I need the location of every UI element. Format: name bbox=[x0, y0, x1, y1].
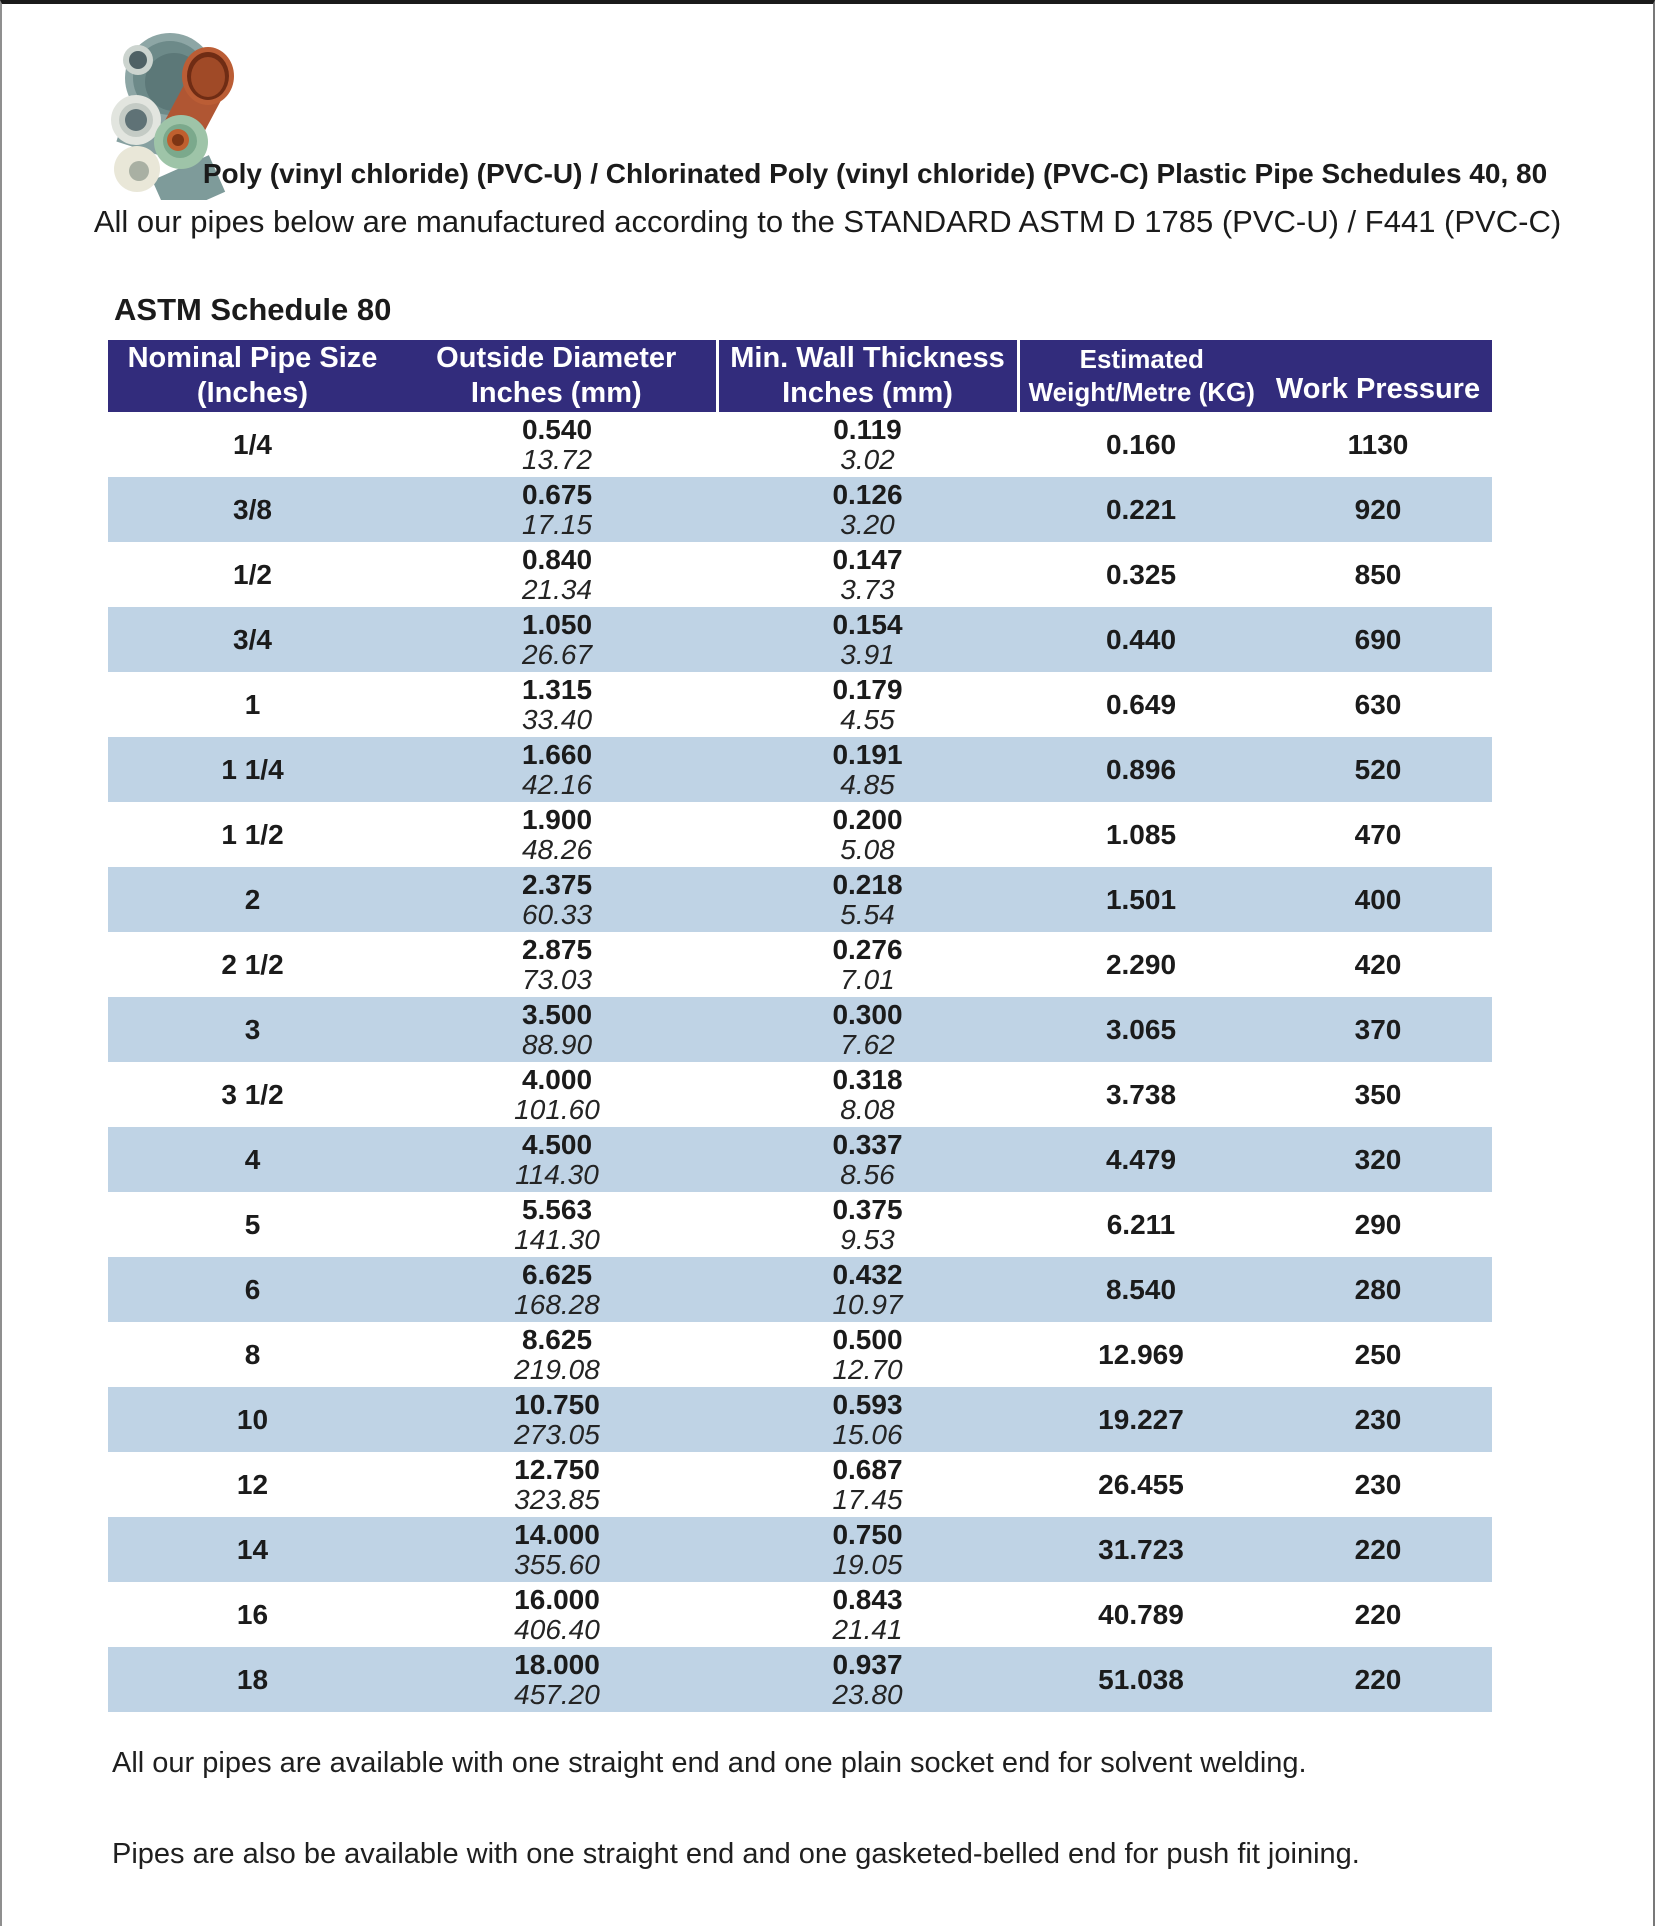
outside-diameter-cell: 2.875 73.03 bbox=[521, 933, 593, 995]
work-pressure-cell: 630 bbox=[1354, 688, 1402, 720]
outside-diameter-cell: 4.500 114.30 bbox=[397, 1127, 717, 1192]
table-row bbox=[108, 1517, 1492, 1582]
outside-diameter-cell: 0.840 21.34 bbox=[521, 543, 593, 605]
outside-diameter-cell: 18.000 457.20 bbox=[397, 1647, 717, 1712]
table-row bbox=[108, 542, 1492, 607]
outside-diameter-cell: 1.900 48.26 bbox=[521, 803, 593, 865]
table-row bbox=[108, 412, 1492, 477]
weight-cell: 51.038 bbox=[1018, 1647, 1264, 1712]
pipe-size-cell: 1 1/2 bbox=[221, 818, 284, 850]
work-pressure-cell: 370 bbox=[1264, 997, 1492, 1062]
pipe-size-cell: 5 bbox=[244, 1208, 261, 1240]
col-header-estimated-weight bbox=[1018, 340, 1264, 412]
weight-cell: 2.290 bbox=[1105, 948, 1177, 980]
weight-cell: 6.211 bbox=[1106, 1208, 1176, 1240]
weight-cell: 0.160 bbox=[1105, 428, 1177, 460]
outside-diameter-cell: 1.660 42.16 bbox=[397, 737, 717, 802]
col-header-line: Nominal Pipe Size bbox=[127, 342, 378, 374]
table-row bbox=[108, 737, 1492, 802]
table-row bbox=[108, 1192, 1492, 1257]
wall-thickness-cell: 0.937 23.80 bbox=[717, 1647, 1018, 1712]
outside-diameter-cell: 8.625 219.08 bbox=[514, 1323, 600, 1385]
pipe-size-cell: 14 bbox=[108, 1517, 397, 1582]
wall-thickness-cell: 0.337 8.56 bbox=[717, 1127, 1018, 1192]
wall-thickness-cell: 0.593 15.06 bbox=[717, 1387, 1018, 1452]
table-row bbox=[108, 1322, 1492, 1387]
work-pressure-cell: 250 bbox=[1354, 1338, 1402, 1370]
pipe-size-cell: 3/8 bbox=[108, 477, 397, 542]
weight-cell: 0.440 bbox=[1018, 607, 1264, 672]
wall-thickness-cell: 0.318 8.08 bbox=[832, 1063, 903, 1125]
col-header-nominal-pipe-size bbox=[108, 340, 397, 412]
table-row bbox=[108, 802, 1492, 867]
outside-diameter-cell: 6.625 168.28 bbox=[397, 1257, 717, 1322]
note-push-fit-joining: Pipes are also be available with one straight end and one gasketed-belled end for push fit joining. bbox=[112, 1838, 1360, 1870]
weight-cell: 26.455 bbox=[1098, 1468, 1184, 1500]
pipe-size-cell: 1/2 bbox=[233, 558, 272, 590]
work-pressure-cell: 690 bbox=[1264, 607, 1492, 672]
col-header-work-pressure bbox=[1264, 340, 1492, 412]
pipe-size-cell: 3/4 bbox=[108, 607, 397, 672]
work-pressure-cell: 470 bbox=[1354, 818, 1402, 850]
col-header-line: Min. Wall Thickness bbox=[730, 342, 1005, 374]
wall-thickness-cell: 0.154 3.91 bbox=[717, 607, 1018, 672]
wall-thickness-cell: 0.687 17.45 bbox=[832, 1453, 903, 1515]
pipe-size-cell: 1 1/4 bbox=[108, 737, 397, 802]
outside-diameter-cell: 16.000 406.40 bbox=[514, 1583, 600, 1645]
pipe-size-cell: 10 bbox=[108, 1387, 397, 1452]
work-pressure-cell: 420 bbox=[1354, 948, 1402, 980]
work-pressure-cell: 850 bbox=[1354, 558, 1402, 590]
table-row bbox=[108, 997, 1492, 1062]
work-pressure-cell: 220 bbox=[1354, 1598, 1402, 1630]
outside-diameter-cell: 3.500 88.90 bbox=[397, 997, 717, 1062]
weight-cell: 4.479 bbox=[1018, 1127, 1264, 1192]
work-pressure-cell: 520 bbox=[1264, 737, 1492, 802]
table-row bbox=[108, 1127, 1492, 1192]
col-header-line: Inches (mm) bbox=[470, 377, 642, 409]
table-row bbox=[108, 672, 1492, 737]
wall-thickness-cell: 0.119 3.02 bbox=[833, 413, 902, 475]
work-pressure-cell: 230 bbox=[1354, 1468, 1402, 1500]
pipe-size-cell: 4 bbox=[108, 1127, 397, 1192]
work-pressure-cell: 280 bbox=[1264, 1257, 1492, 1322]
table-row bbox=[108, 867, 1492, 932]
weight-cell: 3.065 bbox=[1018, 997, 1264, 1062]
wall-thickness-cell: 0.276 7.01 bbox=[832, 933, 903, 995]
wall-thickness-cell: 0.218 5.54 bbox=[717, 867, 1018, 932]
pipe-size-cell: 2 1/2 bbox=[221, 948, 284, 980]
pipe-size-cell: 6 bbox=[108, 1257, 397, 1322]
wall-thickness-cell: 0.750 19.05 bbox=[717, 1517, 1018, 1582]
wall-thickness-cell: 0.300 7.62 bbox=[717, 997, 1018, 1062]
work-pressure-cell: 1130 bbox=[1347, 428, 1409, 460]
pipe-size-cell: 3 bbox=[108, 997, 397, 1062]
header-row bbox=[108, 340, 1492, 412]
table-row bbox=[108, 477, 1492, 542]
page-title: Poly (vinyl chloride) (PVC-U) / Chlorinated Poly (vinyl chloride) (PVC-C) Plastic Pipe Schedules 40, 80 bbox=[202, 158, 1548, 189]
weight-cell: 40.789 bbox=[1098, 1598, 1184, 1630]
outside-diameter-cell: 5.563 141.30 bbox=[514, 1193, 600, 1255]
weight-cell: 8.540 bbox=[1018, 1257, 1264, 1322]
weight-cell: 12.969 bbox=[1098, 1338, 1184, 1370]
wall-thickness-cell: 0.375 9.53 bbox=[832, 1193, 903, 1255]
col-header-line: Inches (mm) bbox=[782, 377, 953, 409]
work-pressure-cell: 230 bbox=[1264, 1387, 1492, 1452]
outside-diameter-cell: 1.050 26.67 bbox=[397, 607, 717, 672]
work-pressure-cell: 290 bbox=[1354, 1208, 1402, 1240]
pipe-size-cell: 3 1/2 bbox=[221, 1078, 284, 1110]
weight-cell: 3.738 bbox=[1105, 1078, 1177, 1110]
outside-diameter-cell: 0.540 13.72 bbox=[521, 413, 593, 475]
pipe-size-cell: 16 bbox=[236, 1598, 269, 1630]
work-pressure-cell: 350 bbox=[1354, 1078, 1402, 1110]
outside-diameter-cell: 10.750 273.05 bbox=[397, 1387, 717, 1452]
table-body bbox=[108, 412, 1492, 1712]
pipe-size-cell: 12 bbox=[236, 1468, 269, 1500]
section-heading: ASTM Schedule 80 bbox=[114, 292, 392, 327]
weight-cell: 31.723 bbox=[1018, 1517, 1264, 1582]
pipe-size-cell: 1 bbox=[244, 688, 261, 720]
outside-diameter-cell: 2.375 60.33 bbox=[397, 867, 717, 932]
table-row bbox=[108, 1387, 1492, 1452]
table-row bbox=[108, 1257, 1492, 1322]
weight-cell: 1.085 bbox=[1105, 818, 1177, 850]
outside-diameter-cell: 4.000 101.60 bbox=[514, 1063, 600, 1125]
work-pressure-cell: 400 bbox=[1264, 867, 1492, 932]
note-solvent-welding: All our pipes are available with one straight end and one plain socket end for solvent welding. bbox=[112, 1747, 1307, 1779]
page-subtitle: All our pipes below are manufactured according to the STANDARD ASTM D 1785 (PVC-U) / F441 (PVC-C) bbox=[93, 204, 1562, 239]
table-row bbox=[108, 1582, 1492, 1647]
wall-thickness-cell: 0.843 21.41 bbox=[832, 1583, 903, 1645]
table-header bbox=[108, 340, 1492, 412]
col-header-line: (Inches) bbox=[196, 377, 309, 409]
wall-thickness-cell: 0.191 4.85 bbox=[717, 737, 1018, 802]
weight-cell: 19.227 bbox=[1018, 1387, 1264, 1452]
outside-diameter-cell: 12.750 323.85 bbox=[514, 1453, 600, 1515]
wall-thickness-cell: 0.432 10.97 bbox=[717, 1257, 1018, 1322]
weight-cell: 0.649 bbox=[1105, 688, 1177, 720]
work-pressure-cell: 220 bbox=[1264, 1517, 1492, 1582]
col-header-line: Outside Diameter bbox=[436, 342, 677, 374]
col-header-line: Work Pressure bbox=[1275, 373, 1481, 405]
wall-thickness-cell: 0.179 4.55 bbox=[832, 673, 903, 735]
pipe-size-cell: 1/4 bbox=[233, 428, 272, 460]
pipe-size-cell: 2 bbox=[108, 867, 397, 932]
weight-cell: 0.325 bbox=[1105, 558, 1177, 590]
table-row bbox=[108, 932, 1492, 997]
weight-cell: 1.501 bbox=[1018, 867, 1264, 932]
col-header-line: Weight/Metre (KG) bbox=[1028, 377, 1255, 407]
table-row bbox=[108, 1062, 1492, 1127]
pipe-size-cell: 18 bbox=[108, 1647, 397, 1712]
wall-thickness-cell: 0.126 3.20 bbox=[717, 477, 1018, 542]
work-pressure-cell: 220 bbox=[1264, 1647, 1492, 1712]
col-header-line: Estimated bbox=[1079, 344, 1204, 374]
table-row bbox=[108, 607, 1492, 672]
weight-cell: 0.221 bbox=[1018, 477, 1264, 542]
table-row bbox=[108, 1452, 1492, 1517]
col-header-wall-thickness bbox=[717, 340, 1018, 412]
outside-diameter-cell: 0.675 17.15 bbox=[397, 477, 717, 542]
pipe-size-cell: 8 bbox=[244, 1338, 261, 1370]
col-header-outside-diameter bbox=[397, 340, 717, 412]
work-pressure-cell: 320 bbox=[1264, 1127, 1492, 1192]
schedule-80-table bbox=[108, 340, 1492, 1712]
outside-diameter-cell: 14.000 355.60 bbox=[397, 1517, 717, 1582]
wall-thickness-cell: 0.200 5.08 bbox=[832, 803, 903, 865]
weight-cell: 0.896 bbox=[1018, 737, 1264, 802]
work-pressure-cell: 920 bbox=[1264, 477, 1492, 542]
table-row bbox=[108, 1647, 1492, 1712]
wall-thickness-cell: 0.147 3.73 bbox=[832, 543, 903, 605]
wall-thickness-cell: 0.500 12.70 bbox=[832, 1323, 903, 1385]
outside-diameter-cell: 1.315 33.40 bbox=[521, 673, 593, 735]
